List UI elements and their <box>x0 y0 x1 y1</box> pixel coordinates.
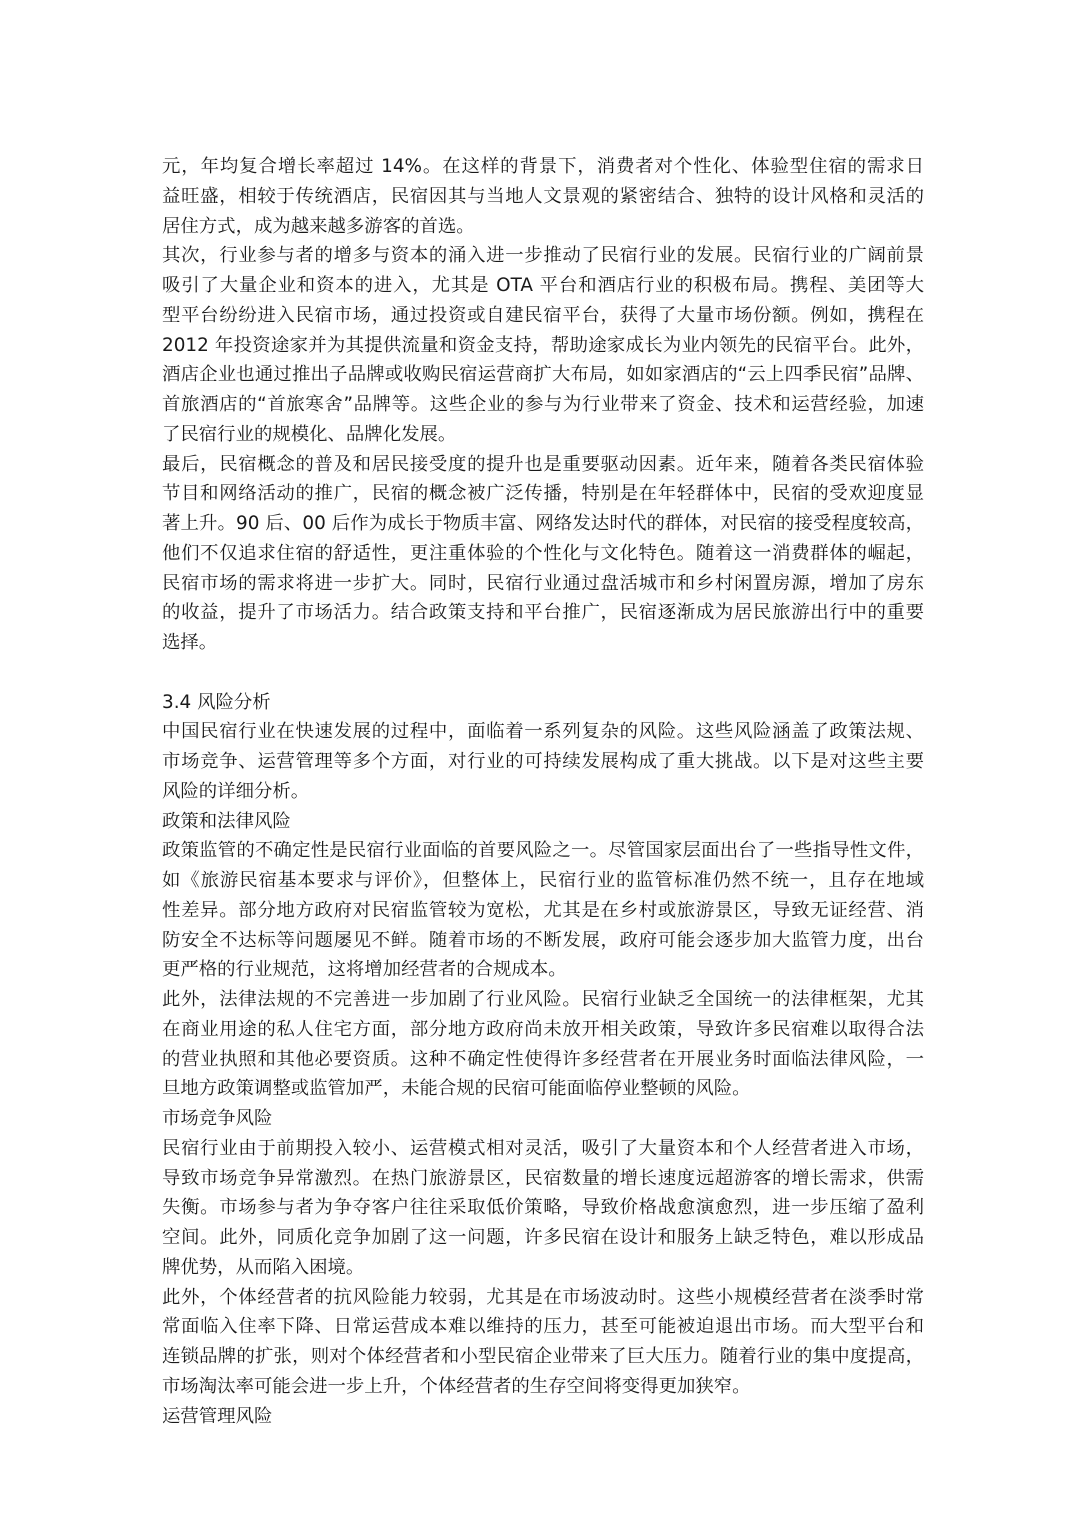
text-line: 在商业用途的私人住宅方面，部分地方政府尚未放开相关政策，导致许多民宿难以取得合法 <box>162 1018 924 1040</box>
paragraph-acceptance <box>162 450 924 658</box>
text-line: 型平台纷纷进入民宿市场，通过投资或自建民宿平台，获得了大量市场份额。例如，携程在 <box>162 304 924 326</box>
text-line: 民宿市场的需求将进一步扩大。同时，民宿行业通过盘活城市和乡村闲置房源，增加了房东 <box>162 572 924 594</box>
paragraph-individual-operators <box>162 1283 924 1402</box>
document-page <box>162 152 924 1431</box>
subheading-policy-legal-risk: 政策和法律风险 <box>162 810 291 832</box>
text-line: 性差异。部分地方政府对民宿监管较为宽松，尤其是在乡村或旅游景区，导致无证经营、消 <box>162 899 924 921</box>
text-line: 著上升。90 后、00 后作为成长于物质丰富、网络发达时代的群体，对民宿的接受程度较高， <box>162 513 924 534</box>
text-line: 风险的详细分析。 <box>162 780 310 802</box>
section-heading-risk-analysis: 3.4 风险分析 <box>162 691 271 713</box>
text-line: 酒店企业也通过推出子品牌或收购民宿运营商扩大布局，如如家酒店的“云上四季民宿”品牌、 <box>162 364 924 386</box>
text-line: 市场竞争、运营管理等多个方面，对行业的可持续发展构成了重大挑战。以下是对这些主要 <box>162 751 924 772</box>
text-line: 的营业执照和其他必要资质。这种不确定性使得许多经营者在开展业务时面临法律风险，一 <box>162 1048 924 1070</box>
text-line: 居住方式，成为越来越多游客的首选。 <box>162 215 475 237</box>
text-line: 选择。 <box>162 632 218 653</box>
paragraph-market-competition <box>162 1134 924 1283</box>
text-line: 了民宿行业的规模化、品牌化发展。 <box>162 423 457 445</box>
paragraph-policy-uncertainty <box>162 836 924 985</box>
text-line: 益旺盛，相较于传统酒店，民宿因其与当地人文景观的紧密结合、独特的设计风格和灵活的 <box>162 185 924 207</box>
text-line: 市场淘汰率可能会进一步上升，个体经营者的生存空间将变得更加狭窄。 <box>162 1375 751 1397</box>
subheading-market-competition-risk: 市场竞争风险 <box>162 1108 273 1129</box>
text-line: 民宿行业由于前期投入较小、运营模式相对灵活，吸引了大量资本和个人经营者进入市场， <box>162 1137 924 1159</box>
text-line: 吸引了大量企业和资本的进入，尤其是 OTA 平台和酒店行业的积极布局。携程、美团等大 <box>162 275 924 296</box>
text-line: 的收益，提升了市场活力。结合政策支持和平台推广，民宿逐渐成为居民旅游出行中的重要 <box>162 602 924 624</box>
text-line: 常面临入住率下降、日常运营成本难以维持的压力，甚至可能被迫退出市场。而大型平台和 <box>162 1316 924 1338</box>
text-line: 政策监管的不确定性是民宿行业面临的首要风险之一。尽管国家层面出台了一些指导性文件， <box>162 840 924 862</box>
text-line: 导致市场竞争异常激烈。在热门旅游景区，民宿数量的增长速度远超游客的增长需求，供需 <box>162 1167 924 1189</box>
text-line: 失衡。市场参与者为争夺客户往往采取低价策略，导致价格战愈演愈烈，进一步压缩了盈利 <box>162 1197 924 1219</box>
text-line: 牌优势，从而陷入困境。 <box>162 1256 365 1278</box>
paragraph-market-growth <box>162 152 924 241</box>
text-line: 如《旅游民宿基本要求与评价》，但整体上，民宿行业的监管标准仍然不统一，且存在地域 <box>162 870 924 891</box>
text-line: 首旅酒店的“首旅寒舍”品牌等。这些企业的参与为行业带来了资金、技术和运营经验，加速 <box>162 394 924 415</box>
text-line: 连锁品牌的扩张，则对个体经营者和小型民宿企业带来了巨大压力。随着行业的集中度提高， <box>162 1346 924 1367</box>
text-line: 空间。此外，同质化竞争加剧了这一问题，许多民宿在设计和服务上缺乏特色，难以形成品 <box>162 1227 924 1248</box>
text-line: 2012 年投资途家并为其提供流量和资金支持，帮助途家成长为业内领先的民宿平台。此外， <box>162 334 924 356</box>
text-line: 此外，法律法规的不完善进一步加剧了行业风险。民宿行业缺乏全国统一的法律框架，尤其 <box>162 989 924 1010</box>
paragraph-spacer <box>162 658 924 688</box>
text-line: 最后，民宿概念的普及和居民接受度的提升也是重要驱动因素。近年来，随着各类民宿体验 <box>162 453 924 475</box>
text-line: 中国民宿行业在快速发展的过程中，面临着一系列复杂的风险。这些风险涵盖了政策法规、 <box>162 721 924 743</box>
text-line: 防安全不达标等问题屡见不鲜。随着市场的不断发展，政府可能会逐步加大监管力度，出台 <box>162 929 924 951</box>
paragraph-legal-framework <box>162 985 924 1104</box>
text-line: 其次，行业参与者的增多与资本的涌入进一步推动了民宿行业的发展。民宿行业的广阔前景 <box>162 245 924 267</box>
subheading-operations-management-risk: 运营管理风险 <box>162 1405 273 1427</box>
paragraph-risk-intro <box>162 717 924 806</box>
text-line: 旦地方政策调整或监管加严，未能合规的民宿可能面临停业整顿的风险。 <box>162 1078 751 1100</box>
text-line: 元，年均复合增长率超过 14%。在这样的背景下，消费者对个性化、体验型住宿的需求日 <box>162 156 924 177</box>
text-line: 他们不仅追求住宿的舒适性，更注重体验的个性化与文化特色。随着这一消费群体的崛起， <box>162 542 924 564</box>
paragraph-capital-inflow <box>162 241 924 449</box>
text-line: 此外，个体经营者的抗风险能力较弱，尤其是在市场波动时。这些小规模经营者在淡季时常 <box>162 1286 924 1308</box>
text-line: 更严格的行业规范，这将增加经营者的合规成本。 <box>162 959 567 981</box>
text-line: 节目和网络活动的推广，民宿的概念被广泛传播，特别是在年轻群体中，民宿的受欢迎度显 <box>162 483 924 505</box>
